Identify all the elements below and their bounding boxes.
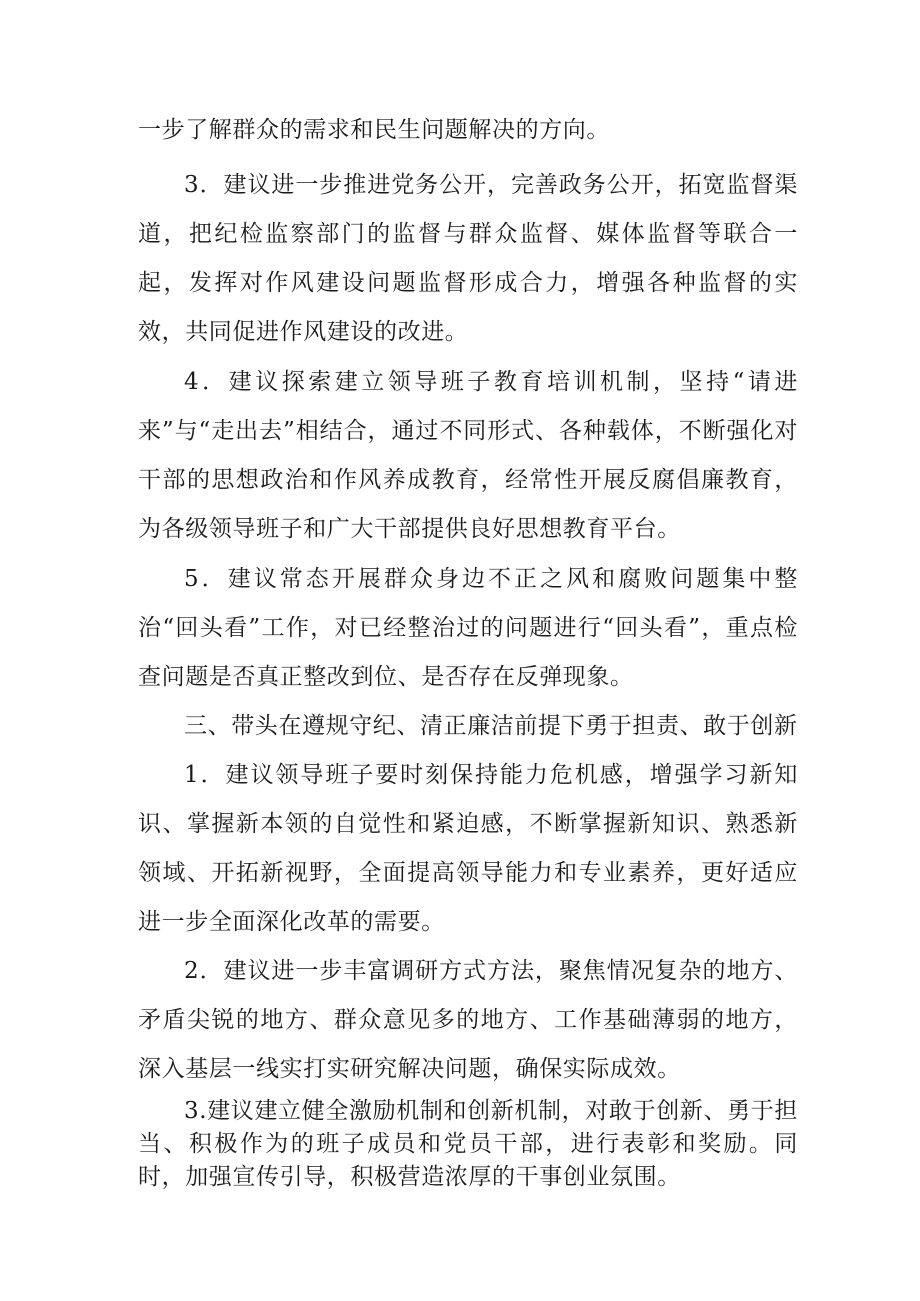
paragraph-continuation: 一步了解群众的需求和民生问题解决的方向。	[138, 117, 610, 143]
paragraph-item-5: 5．建议常态开展群众身边不正之风和腐败问题集中整治“回头看”工作，对已经整治过的问题进行“回头看”，重点检查问题是否真正整改到位、是否存在反弹现象。	[138, 566, 798, 690]
paragraph-section3-item-3: 3.建议建立健全激励机制和创新机制，对敢于创新、勇于担当、积极作为的班子成员和党员干部，进行表彰和奖励。同时，加强宣传引导，积极营造浓厚的干事创业氛围。	[138, 1098, 798, 1190]
section-heading-3: 三、带头在遵规守纪、清正廉洁前提下勇于担责、敢于创新	[184, 713, 798, 739]
paragraph-section3-item-1: 1．建议领导班子要时刻保持能力危机感，增强学习新知识、掌握新本领的自觉性和紧迫感，不断掌握新知识、熟悉新领域、开拓新视野，全面提高领导能力和专业素养，更好适应进一步全面深化改革的需要。	[138, 762, 798, 935]
paragraph-item-3: 3．建议进一步推进党务公开，完善政务公开，拓宽监督渠道，把纪检监察部门的监督与群众监督、媒体监督等联合一起，发挥对作风建设问题监督形成合力，增强各种监督的实效，共同促进作风建设的改进。	[138, 172, 798, 345]
paragraph-item-4: 4．建议探索建立领导班子教育培训机制，坚持“请进来”与“走出去”相结合，通过不同形式、各种载体，不断强化对干部的思想政治和作风养成教育，经常性开展反腐倡廉教育，为各级领导班子和广大干部提供良好思想教育平台。	[138, 369, 798, 542]
paragraph-section3-item-2: 2．建议进一步丰富调研方式方法，聚焦情况复杂的地方、矛盾尖锐的地方、群众意见多的地方、工作基础薄弱的地方，深入基层一线实打实研究解决问题，确保实际成效。	[138, 958, 798, 1082]
